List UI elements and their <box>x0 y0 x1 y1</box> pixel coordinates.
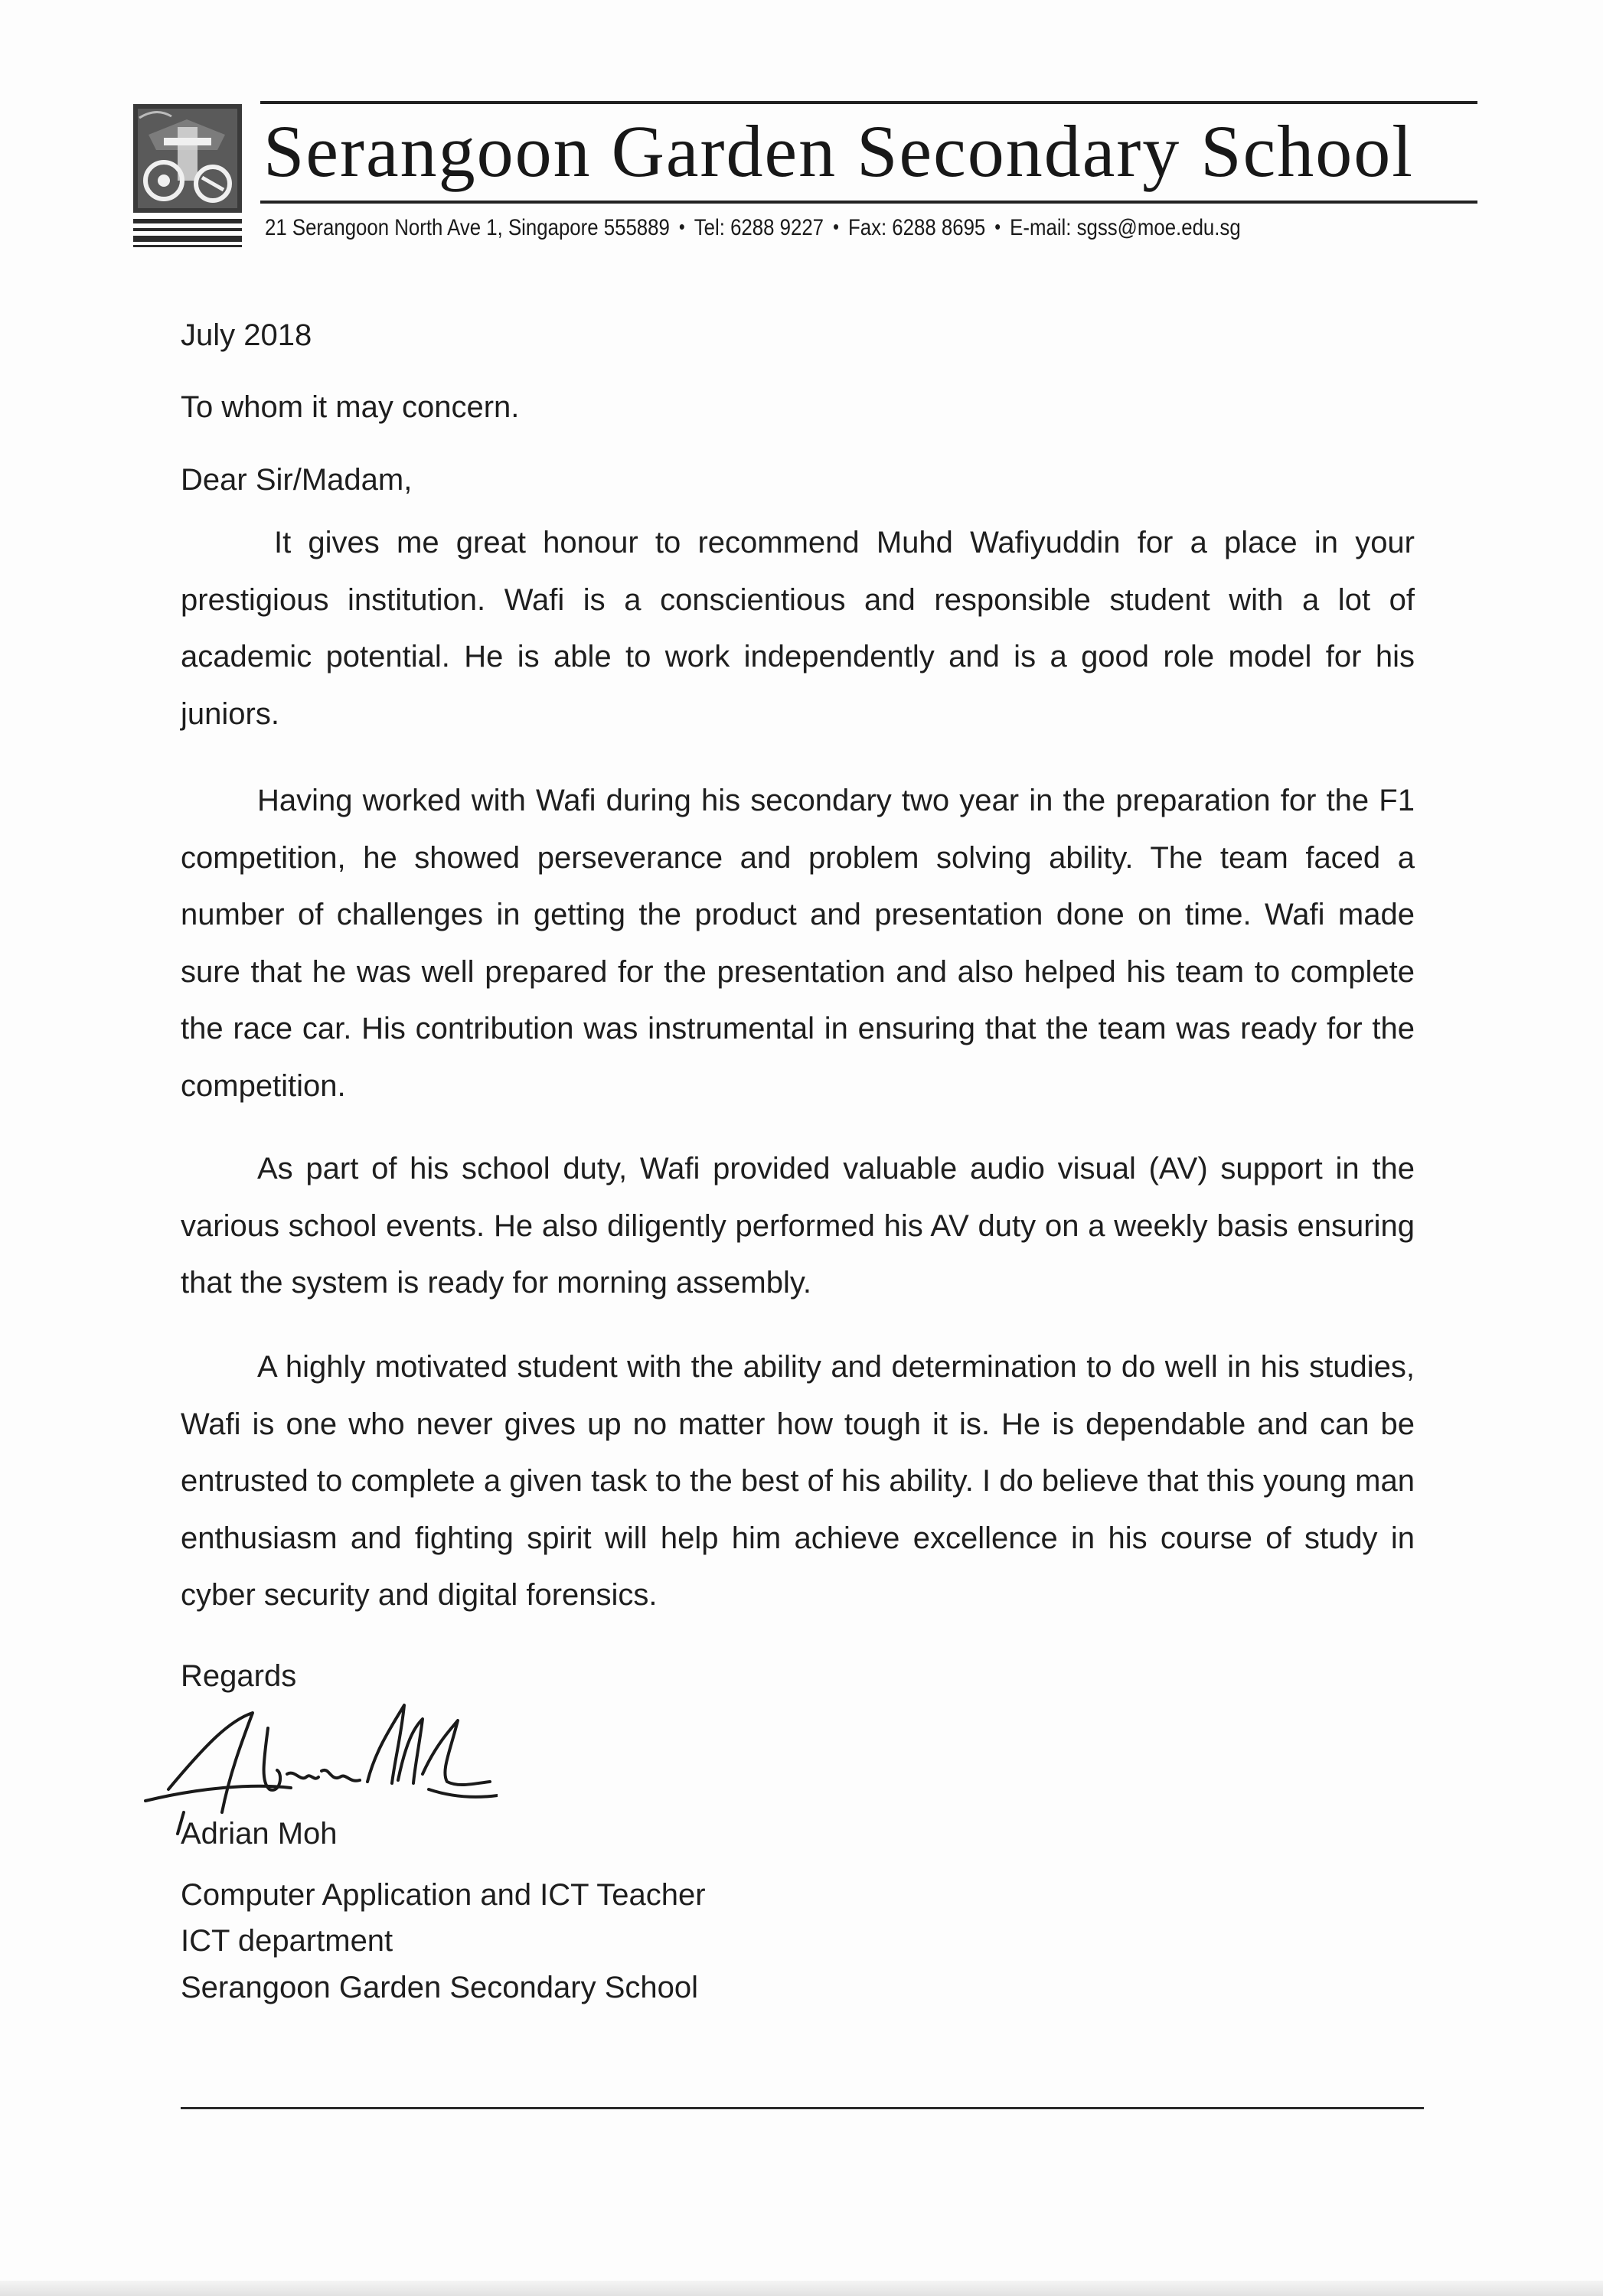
separator: • <box>678 215 685 238</box>
signatory-school: Serangoon Garden Secondary School <box>181 1971 699 2004</box>
school-name: Serangoon Garden Secondary School <box>263 110 1414 192</box>
body-paragraph-1: It gives me great honour to recommend Muhd Wafiyuddin for a place in your prestigious institution. Wafi is a conscientious and responsible student with a lot of academic potential. He is able to work independently and is a good role model for his juniors. <box>181 526 1415 731</box>
letter-closing: Regards <box>181 1659 297 1693</box>
letter-date: July 2018 <box>181 318 312 352</box>
school-email: E-mail: sgss@moe.edu.sg <box>1010 215 1241 240</box>
letter-salutation: Dear Sir/Madam, <box>181 463 413 497</box>
footer-rule <box>181 2107 1424 2109</box>
school-address: 21 Serangoon North Ave 1, Singapore 555889 <box>265 215 670 240</box>
separator: • <box>994 215 1001 238</box>
separator: • <box>833 215 839 238</box>
body-paragraph-2: Having worked with Wafi during his secondary two year in the preparation for the F1 competition, he showed perseverance and problem solving ability. The team faced a number of challenges in getting the product and presentation done on time. Wafi made sure that he was well prepared for the presentation and also helped his team to complete the race car. His contribution was instrumental in ensuring that the team was ready for the competition. <box>181 784 1415 1103</box>
scan-edge <box>0 2281 1603 2296</box>
letterhead-top-rule <box>260 101 1477 104</box>
letterhead-middle-rule <box>260 201 1477 204</box>
signatory-name: Adrian Moh <box>181 1817 338 1851</box>
body-paragraph-4: A highly motivated student with the ability and determination to do well in his studies, Wafi is one who never gives up no matter how tough it is. He is dependable and can be entrusted to complete a given task to the best of his ability. I do believe that this young man enthusiasm and fighting spirit will help him achieve excellence in his course of study in cyber security and digital forensics. <box>181 1350 1415 1612</box>
letter-addressee: To whom it may concern. <box>181 390 520 424</box>
contact-line <box>265 211 1241 243</box>
signatory-department: ICT department <box>181 1924 393 1958</box>
body-paragraph-3: As part of his school duty, Wafi provided valuable audio visual (AV) support in the various school events. He also diligently performed his AV duty on a weekly basis ensuring that the system is ready for morning assembly. <box>181 1152 1415 1300</box>
signatory-title: Computer Application and ICT Teacher <box>181 1878 706 1912</box>
school-fax: Fax: 6288 8695 <box>847 215 986 240</box>
school-logo-icon <box>133 104 242 249</box>
school-telephone: Tel: 6288 9227 <box>694 215 824 240</box>
